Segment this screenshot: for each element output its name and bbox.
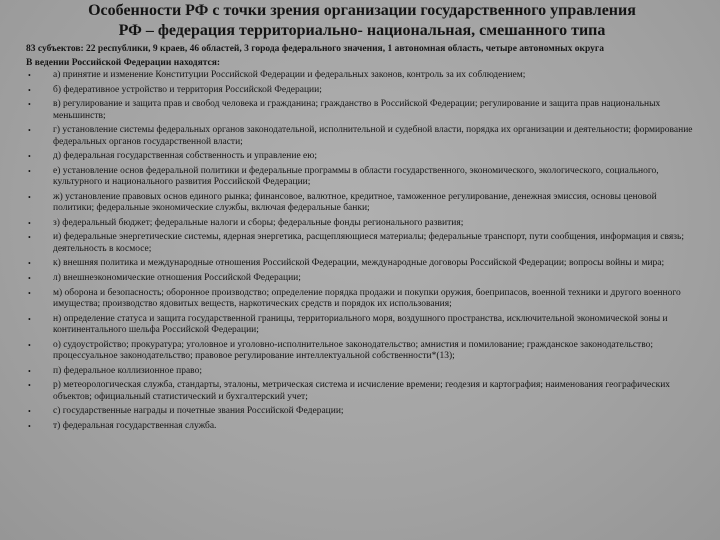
list-item [26,232,698,255]
bullet-icon: • [28,421,31,431]
bullet-icon: • [28,85,31,95]
list-item [26,151,698,162]
list-item [26,166,698,189]
list-item [26,258,698,269]
list-item-text: и) федеральные энергетические системы, ядерная энергетика, расщепляющиеся материалы; федеральные транспорт, пути сообщения, информация и связь; деятельность в космосе; [53,232,684,254]
bullet-icon: • [28,166,31,176]
list-item [26,340,698,363]
list-item-text: т) федеральная государственная служба. [53,420,217,431]
bullet-icon: • [28,192,31,202]
list-item-text: д) федеральная государственная собственность и управление ею; [53,151,318,162]
list-item [26,99,698,122]
bullet-icon: • [28,381,31,391]
bullet-icon: • [28,71,31,80]
bullet-icon: • [28,314,31,324]
list-item-text: м) оборона и безопасность; оборонное производство; определение порядка продажи и покупки оружия, боеприпасов, военной техники и другого военного имущества; производство ядовитых веществ, наркотических средств и порядок их использования; [53,287,681,309]
bullet-icon: • [28,259,31,269]
list-item [26,273,698,284]
list-item-text: р) метеорологическая служба, стандарты, эталоны, метрическая система и исчисление времени; геодезия и картография; наименования географических объектов; официальный статистический и бухгалтерский учет; [53,380,671,402]
list-item-text: б) федеративное устройство и территория Российской Федерации; [53,84,322,95]
bullet-icon: • [28,100,31,110]
bullet-icon: • [28,366,31,376]
slide-title [26,0,698,41]
list-item-text: о) судоустройство; прокуратура; уголовное и уголовно-исполнительное законодательство; амнистия и помилование; гражданское законодательство; процессуальное законодательство; правовое регулирование интеллектуальной собственности*(13); [53,339,654,361]
list-item [26,288,698,311]
list-item-text: н) определение статуса и защита государственной границы, территориального моря, воздушного пространства, исключительной экономической зоны и континентального шельфа Российской Федерации; [53,313,668,335]
list-item-text: л) внешнеэкономические отношения Российской Федерации; [53,272,301,283]
list-item [26,85,698,96]
list-lead: В ведении Российской Федерации находятся: [26,57,221,68]
list-item [26,366,698,377]
title-line-2: РФ – федерация территориально- национальная, смешанного типа [118,22,606,39]
list-item [26,70,698,81]
bullet-icon: • [28,407,31,417]
list-item [26,218,698,229]
list-item [26,421,698,432]
list-item-text: е) установление основ федеральной политики и федеральные программы в области государственного, экономического, экологического, социального, культурного и национального развития Российской Федерации; [53,165,659,188]
list-item [26,125,698,148]
list-item [26,406,698,417]
list-item-text: п) федеральное коллизионное право; [53,365,202,376]
list-item [26,380,698,403]
list-item-text: с) государственные награды и почетные звания Российской Федерации; [53,406,344,417]
list-item-text: к) внешняя политика и международные отношения Российской Федерации, международные договоры Российской Федерации; вопросы войны и мира; [53,258,665,269]
bullet-icon: • [28,340,31,350]
bullet-icon: • [28,273,31,283]
list-item-text: з) федеральный бюджет; федеральные налоги и сборы; федеральные фонды регионального развития; [53,217,464,228]
list-item-text: ж) установление правовых основ единого рынка; финансовое, валютное, кредитное, таможенное регулирование, денежная эмиссия, основы ценовой политики; федеральные экономические службы, включая федеральные банки; [53,191,657,214]
list-item-text: г) установление системы федеральных органов законодательной, исполнительной и судебной власти, порядка их организации и деятельности; формирование федеральных органов государственной власти; [53,125,693,147]
list-item-text: в) регулирование и защита прав и свобод человека и гражданина; гражданство в Российской Федерации; регулирование и защита прав национальных меньшинств; [53,99,661,121]
subjects-summary: 83 субъектов: 22 республики, 9 краев, 46 областей, 3 города федерального значения, 1 автономная область, четыре автономных округа [26,44,604,54]
list-item [26,314,698,337]
bullet-icon: • [28,288,31,298]
list-item-text: а) принятие и изменение Конституции Российской Федерации и федеральных законов, контроль за их соблюдением; [53,70,526,80]
title-line-1: Особенности РФ с точки зрения организации государственного управления [88,2,636,19]
bullet-icon: • [28,126,31,136]
list-item [26,192,698,215]
jurisdiction-list [26,70,698,432]
bullet-icon: • [28,233,31,243]
bullet-icon: • [28,218,31,228]
bullet-icon: • [28,152,31,162]
